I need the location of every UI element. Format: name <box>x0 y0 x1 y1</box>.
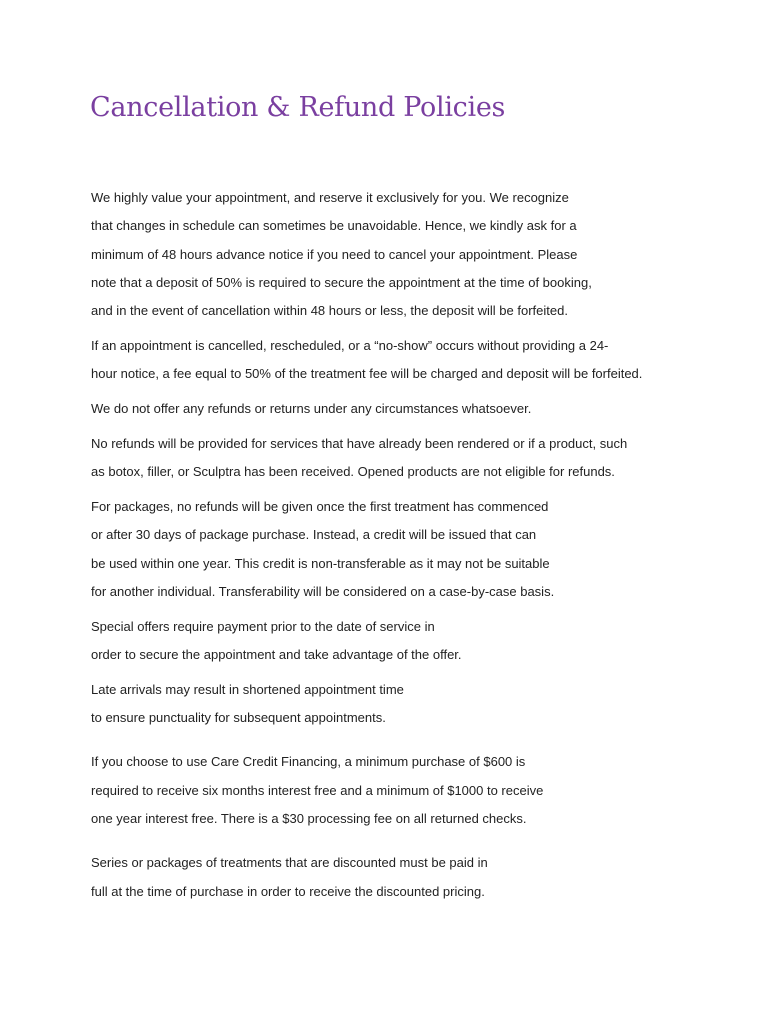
policy-paragraph-packages: For packages, no refunds will be given once the first treatment has commenced or after 30 days of package purchase. Instead, a credit will be issued that can be used within one year. This credit is non-transferable as it may not be suitable for another individual. Transferability will be considered on a case-by-case basis. <box>91 498 555 599</box>
policy-paragraph-products: No refunds will be provided for services that have already been rendered or if a product, such as botox, filler, or Sculptra has been received. Opened products are not eligible for refunds. <box>91 435 628 480</box>
policy-paragraph-late-arrivals: Late arrivals may result in shortened appointment time to ensure punctuality for subsequent appointments. <box>91 681 404 726</box>
policy-paragraph-no-show: If an appointment is cancelled, rescheduled, or a “no-show” occurs without providing a 24-hour notice, a fee equal to 50% of the treatment fee will be charged and deposit will be forfeited. <box>91 337 643 382</box>
policy-body <box>91 184 696 912</box>
policy-paragraph-series-packages: Series or packages of treatments that are discounted must be paid in full at the time of purchase in order to receive the discounted pricing. <box>91 855 488 899</box>
policy-paragraph-appointment-deposit: We highly value your appointment, and reserve it exclusively for you. We recognize that changes in schedule can sometimes be unavoidable. Hence, we kindly ask for a minimum of 48 hours advance notice if you need to cancel your appointment. Please note that a deposit of 50% is required to secure the appointment at the time of booking, and in the event of cancellation within 48 hours or less, the deposit will be forfeited. <box>91 190 592 319</box>
page-title: Cancellation & Refund Policies <box>90 92 506 123</box>
policy-paragraph-special-offers: Special offers require payment prior to the date of service in order to secure the appointment and take advantage of the offer. <box>91 618 462 662</box>
policy-paragraph-no-refunds: We do not offer any refunds or returns under any circumstances whatsoever. <box>91 401 532 417</box>
policy-paragraph-financing: If you choose to use Care Credit Financing, a minimum purchase of $600 is required to receive six months interest free and a minimum of $1000 to receive one year interest free. There is a $30 processing fee on all returned checks. <box>91 754 544 826</box>
